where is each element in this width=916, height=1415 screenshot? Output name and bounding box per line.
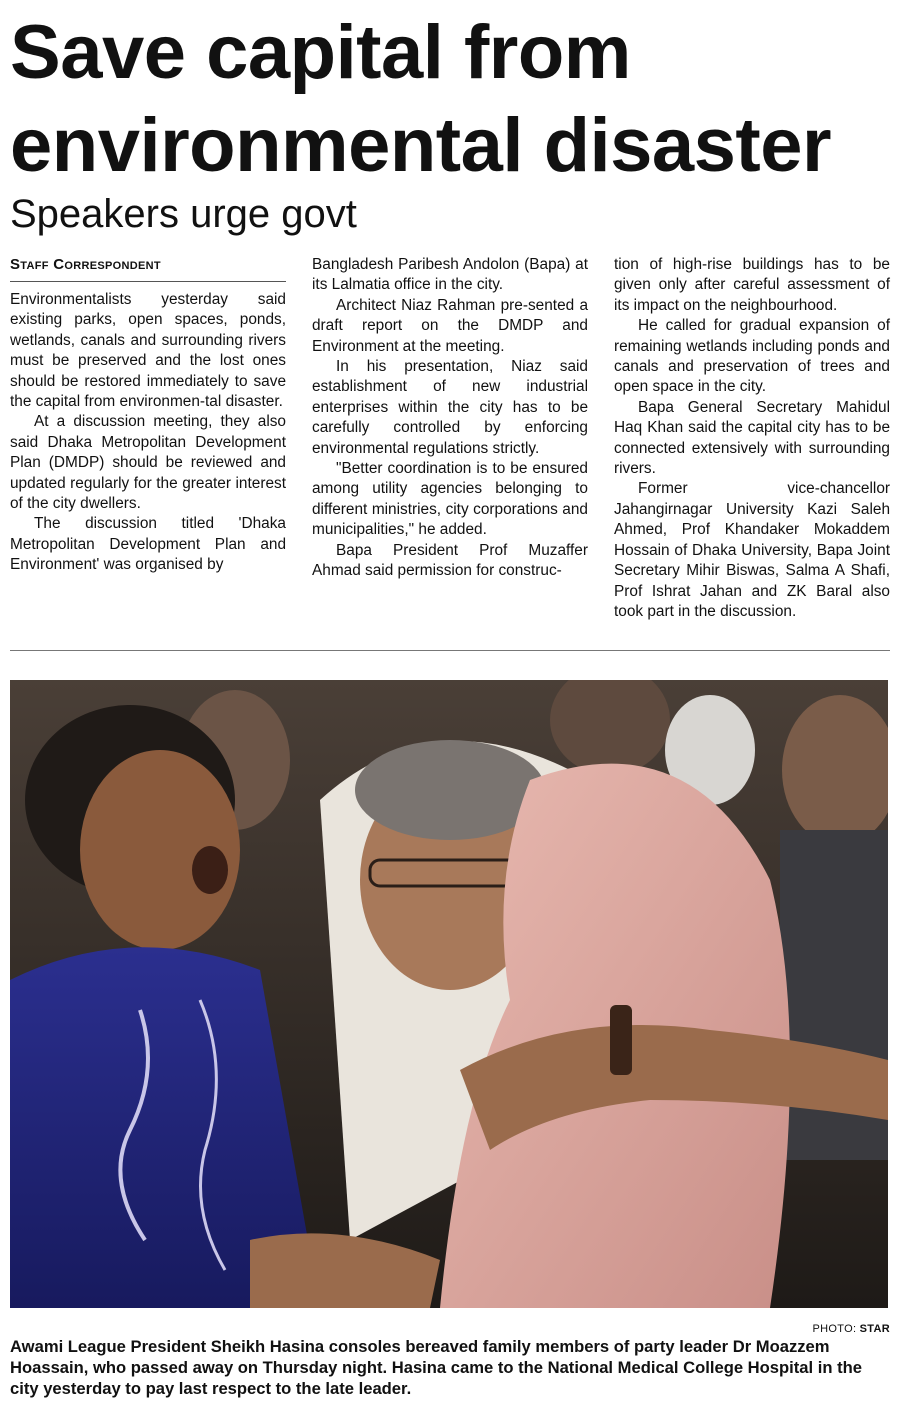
article-paragraph: Environmentalists yesterday said existing parks, open spaces, ponds, wetlands, canals and surrounding rivers must be preserved and the lost ones should be restored immediately to save the capital from environmen-tal disaster. <box>10 291 286 411</box>
byline: Staff Correspondent <box>10 255 286 282</box>
article-paragraph: At a discussion meeting, they also said Dhaka Metropolitan Development Plan (DMDP) should be reviewed and updated regularly for the greater interest of the city dwellers. <box>10 413 286 513</box>
photo-credit <box>813 1323 890 1335</box>
section-divider <box>10 650 890 651</box>
news-photo-illustration <box>10 680 888 1308</box>
article-paragraph: Architect Niaz Rahman pre-sented a draft report on the DMDP and Environment at the meeting. <box>312 296 588 355</box>
photo-credit-prefix: PHOTO: <box>812 1323 860 1335</box>
article-column-2 <box>312 255 588 622</box>
article-paragraph: tion of high-rise buildings has to be given only after careful assessment of its impact on the neighbourhood. <box>614 256 890 314</box>
article-paragraph: Former vice-chancellor Jahangirnagar University Kazi Saleh Ahmed, Prof Khandaker Mokaddem Hossain of Dhaka University, Bapa Joint Secretary Mihir Biswas, Salma A Shafi, Prof Ishrat Jahan and ZK Baral also took part in the discussion. <box>614 480 890 620</box>
article-paragraph: Bangladesh Paribesh Andolon (Bapa) at its Lalmatia office in the city. <box>312 256 588 294</box>
article-paragraph: "Better coordination is to be ensured among utility agencies belonging to different ministries, city corporations and municipalities," he added. <box>312 460 588 539</box>
photo-credit-source: STAR <box>859 1323 890 1335</box>
photo-caption: Awami League President Sheikh Hasina consoles bereaved family members of party leader Dr Moazzem Hoassain, who passed away on Thursday night. Hasina came to the National Medical College Hospital in the city yesterday to pay last respect to the late leader. <box>10 1337 862 1398</box>
article-paragraph: Bapa President Prof Muzaffer Ahmad said permission for construc- <box>312 541 588 580</box>
article-paragraph: In his presentation, Niaz said establishment of new industrial enterprises within the city has to be carefully controlled by enforcing environmental regulations strictly. <box>312 358 588 457</box>
news-photo <box>10 680 888 1308</box>
subheadline: Speakers urge govt <box>10 192 357 236</box>
article-column-3 <box>614 255 890 622</box>
article-body <box>10 255 890 622</box>
article-column-1 <box>10 255 286 622</box>
headline: Save capital from environmental disaster <box>10 10 832 188</box>
article-paragraph: The discussion titled 'Dhaka Metropolitan Development Plan and Environment' was organised by <box>10 515 286 574</box>
article-paragraph: He called for gradual expansion of remaining wetlands including ponds and canals and preservation of trees and open space in the city. <box>614 317 890 396</box>
article-paragraph: Bapa General Secretary Mahidul Haq Khan said the capital city has to be connected extensively with surrounding rivers. <box>614 398 890 478</box>
